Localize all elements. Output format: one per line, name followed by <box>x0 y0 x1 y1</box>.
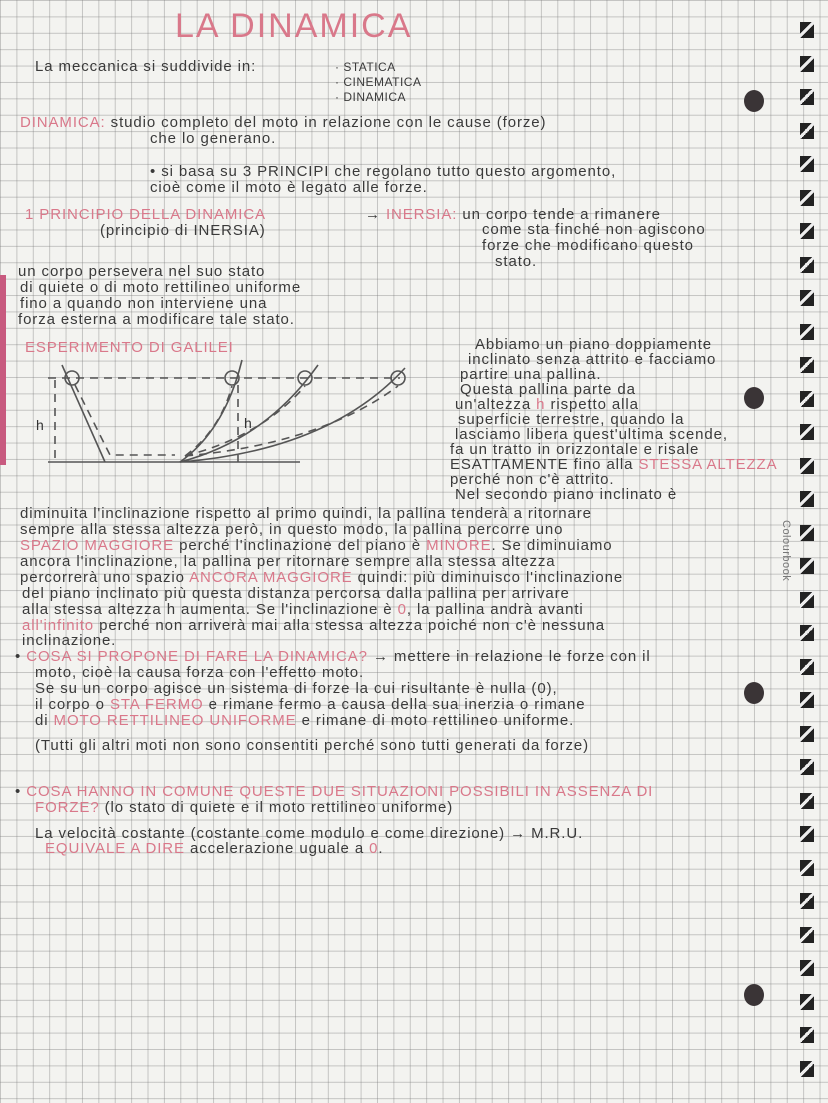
ramp-left <box>62 365 105 462</box>
note-line <box>335 60 396 74</box>
note-line <box>18 264 265 279</box>
note-line <box>20 538 613 553</box>
note-line <box>22 602 584 617</box>
text: · STATICA <box>335 60 396 74</box>
highlighted-text: 0 <box>369 840 379 857</box>
note-line <box>20 280 301 295</box>
text: percorrerà uno spazio <box>20 569 190 586</box>
note-line <box>25 207 266 222</box>
note-line <box>15 649 651 664</box>
text: → mettere in relazione le forze con il <box>367 648 651 665</box>
text: (lo stato di quiete e il moto rettilineo uniforme) <box>99 799 454 816</box>
text: un corpo tende a rimanere <box>457 206 661 223</box>
text: partire una pallina. <box>460 366 602 383</box>
text: cioè come il moto è legato alle forze. <box>150 179 428 196</box>
highlighted-text: LA DINAMICA <box>175 7 413 45</box>
text: → <box>365 206 386 223</box>
text: un corpo persevera nel suo stato <box>18 263 266 280</box>
ramp-steep <box>180 360 242 462</box>
highlighted-text: ANCORA MAGGIORE <box>189 569 353 586</box>
ramp-medium <box>180 365 318 462</box>
text: di <box>35 712 54 729</box>
note-line <box>150 164 616 179</box>
highlighted-text: STA FERMO <box>109 696 204 713</box>
text: di quiete o di moto rettilineo uniforme <box>20 279 302 296</box>
text: rispetto alla <box>545 396 639 413</box>
text: sempre alla stessa altezza però, in questo modo, la pallina percorre uno <box>20 521 564 538</box>
ramp-left-dashed <box>75 385 175 455</box>
text: fino a quando non interviene una <box>20 295 268 312</box>
page-title <box>175 8 412 44</box>
note-line <box>22 618 605 633</box>
text: · DINAMICA <box>335 90 406 104</box>
note-line <box>35 713 574 728</box>
text: quindi: più diminuisco l'inclinazione <box>352 569 624 586</box>
text: Se su un corpo agisce un sistema di forze la cui risultante è nulla (0), <box>35 680 558 697</box>
note-line <box>35 665 364 680</box>
note-line <box>482 238 694 253</box>
highlighted-text: MINORE <box>426 537 492 554</box>
note-line <box>20 554 556 569</box>
text: diminuita l'inclinazione rispetto al primo quindi, la pallina tenderà a ritornare <box>20 505 592 522</box>
note-line <box>455 427 728 442</box>
note-line <box>455 487 677 502</box>
highlighted-text: COSA HANNO IN COMUNE QUESTE DUE SITUAZIONI POSSIBILI IN ASSENZA DI <box>26 783 654 800</box>
text: La velocità costante (costante come modulo e come direzione) → M.R.U. <box>35 825 584 842</box>
text: forze che modificano questo <box>482 237 694 254</box>
text: un'altezza <box>455 396 537 413</box>
highlighted-text: FORZE? <box>35 799 100 816</box>
text: (principio di INERSIA) <box>100 222 266 239</box>
text: studio completo del moto in relazione con le cause (forze) <box>105 114 547 131</box>
text: , la pallina andrà avanti <box>406 601 584 618</box>
text: Questa pallina parte da <box>460 381 636 398</box>
text: Abbiamo un piano doppiamente <box>475 336 713 353</box>
note-line <box>495 254 537 269</box>
text: il corpo o <box>35 696 110 713</box>
text: . <box>378 840 384 857</box>
h-label-right: h <box>244 415 252 431</box>
h-label-left: h <box>36 417 44 433</box>
note-line <box>460 382 636 397</box>
highlighted-text: SPAZIO MAGGIORE <box>20 537 175 554</box>
text: superficie terrestre, quando la <box>458 411 685 428</box>
note-line <box>35 738 589 753</box>
text: perché non c'è attrito. <box>450 471 615 488</box>
note-line <box>20 522 563 537</box>
text: ancora l'inclinazione, la pallina per ritornare sempre alla stessa altezza <box>20 553 556 570</box>
highlighted-text: COSA SI PROPONE DI FARE LA DINAMICA? <box>26 648 368 665</box>
highlighted-text: h <box>536 396 546 413</box>
note-line <box>20 570 623 585</box>
note-line <box>468 352 716 367</box>
text: (Tutti gli altri moti non sono consentiti perché sono tutti generati da forze) <box>35 737 590 754</box>
note-line <box>20 506 592 521</box>
highlighted-text: 1 PRINCIPIO DELLA DINAMICA <box>25 206 266 223</box>
note-line <box>335 90 406 104</box>
note-line <box>45 841 384 856</box>
highlighted-text: all'infinito <box>22 617 95 634</box>
highlighted-text: DINAMICA: <box>20 114 106 131</box>
text: moto, cioè la causa forza con l'effetto moto. <box>35 664 365 681</box>
brand-label: Colourbook <box>780 520 792 582</box>
note-line <box>35 826 583 841</box>
note-line <box>22 586 570 601</box>
text: alla stessa altezza h aumenta. Se l'inclinazione è <box>22 601 398 618</box>
text: inclinato senza attrito e facciamo <box>468 351 717 368</box>
text: . Se diminuiamo <box>491 537 613 554</box>
text: La meccanica si suddivide in: <box>35 58 257 75</box>
note-line <box>335 75 421 89</box>
note-line <box>482 222 706 237</box>
note-line <box>365 207 661 222</box>
note-line <box>460 367 601 382</box>
highlighted-text: EQUIVALE A DIRE <box>45 840 185 857</box>
text: accelerazione uguale a <box>184 840 370 857</box>
text: · CINEMATICA <box>335 75 422 89</box>
text: perché non arriverà mai alla stessa altezza poiché non c'è nessuna <box>94 617 605 634</box>
note-line <box>450 442 699 457</box>
text: Nel secondo piano inclinato è <box>455 486 678 503</box>
note-line <box>455 397 639 412</box>
highlighted-text: STESSA ALTEZZA <box>638 456 778 473</box>
note-line <box>150 180 428 195</box>
note-line <box>15 784 653 799</box>
note-line <box>458 412 684 427</box>
text: e rimane fermo a causa della sua inerzia o rimane <box>203 696 586 713</box>
note-line <box>35 697 585 712</box>
note-line <box>35 800 453 815</box>
note-line <box>22 633 116 648</box>
text: del piano inclinato più questa distanza percorsa dalla pallina per arrivare <box>22 585 570 602</box>
highlighted-text: ESPERIMENTO DI GALILEI <box>25 339 234 356</box>
note-line <box>25 340 234 355</box>
text: perché l'inclinazione del piano è <box>174 537 427 554</box>
note-line <box>150 131 276 146</box>
note-line <box>450 457 778 472</box>
text: inclinazione. <box>22 632 117 649</box>
text: stato. <box>495 253 538 270</box>
note-line <box>18 312 295 327</box>
text: forza esterna a modificare tale stato. <box>18 311 295 328</box>
note-line <box>450 472 614 487</box>
note-line <box>20 115 546 130</box>
note-line <box>475 337 712 352</box>
text: • si basa su 3 PRINCIPI che regolano tutto questo argomento, <box>150 163 617 180</box>
text: ESATTAMENTE fino alla <box>450 456 639 473</box>
note-line <box>35 59 256 74</box>
text: • <box>15 783 27 800</box>
note-line <box>20 296 267 311</box>
text: come sta finché non agiscono <box>482 221 706 238</box>
highlighted-text: INERSIA: <box>385 206 458 223</box>
note-line <box>100 223 266 238</box>
text: lasciamo libera quest'ultima scende, <box>455 426 728 443</box>
highlighted-text: 0 <box>397 601 407 618</box>
text: che lo generano. <box>150 130 277 147</box>
note-line <box>35 681 558 696</box>
text: • <box>15 648 27 665</box>
text: e rimane di moto rettilineo uniforme. <box>296 712 575 729</box>
text: fa un tratto in orizzontale e risale <box>450 441 700 458</box>
highlighted-text: MOTO RETTILINEO UNIFORME <box>53 712 297 729</box>
